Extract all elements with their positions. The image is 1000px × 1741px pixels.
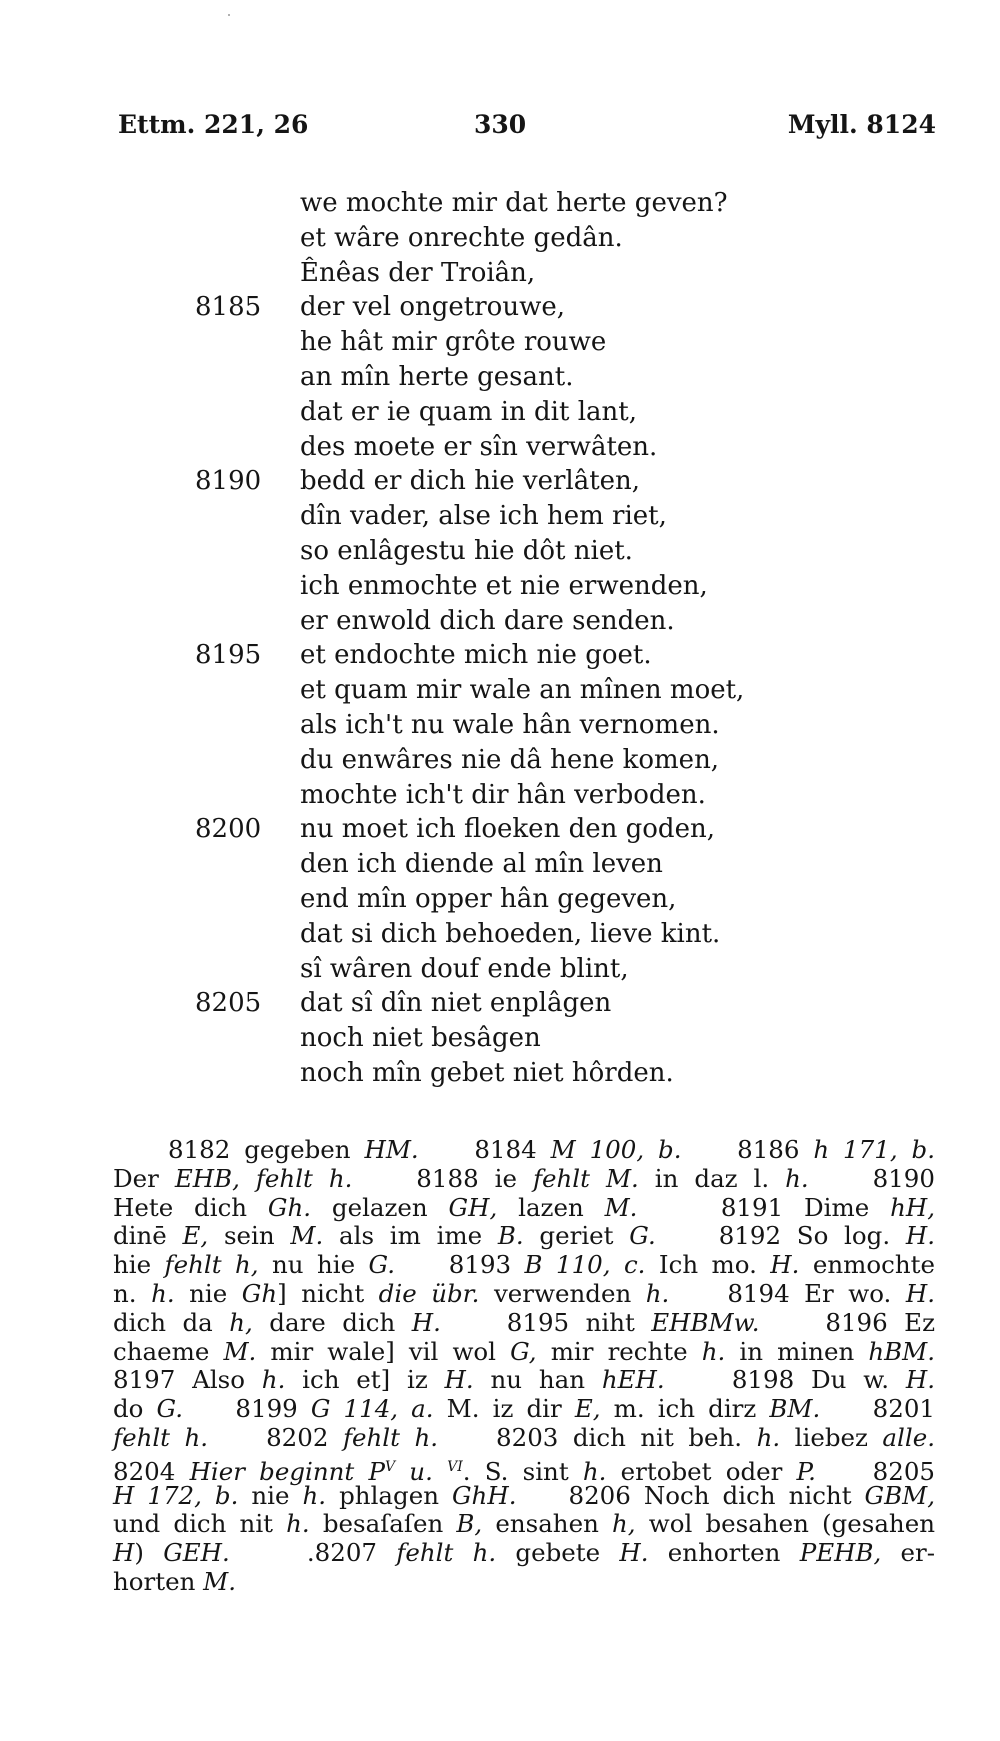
footnote-segment: n. [113,1278,152,1308]
footnote-italic-segment: hH, [890,1192,935,1222]
footnote-segment: do [113,1394,157,1424]
footnote-italic-segment: GBM, [864,1480,935,1510]
footnote-italic-segment: h. [286,1509,310,1539]
footnote-italic-segment: die übr. [378,1278,480,1308]
verse-text-line: des moete er sîn verwâten. [300,431,658,462]
footnote-italic-segment: fehlt h. [342,1422,439,1452]
footnote-italic-segment: h. [261,1365,286,1395]
footnote-italic-segment: H. [905,1365,936,1395]
footnote-segment: 8206 Noch dich nicht [516,1480,865,1510]
header-left-reference: Ettm. 221, 26 [118,110,309,139]
verse-line [180,534,880,569]
verse-text-line: end mîn opper hân gegeven, [300,883,677,914]
footnote-italic-segment: h. [302,1480,327,1510]
line-number: 8190 [195,466,262,497]
footnote-line [113,1424,935,1453]
footnote-segment: m. ich dirz [600,1394,770,1424]
verse-text-line: we mochte mir dat herte geven? [300,188,728,218]
footnote-italic-segment: E, [574,1394,601,1424]
footnote-line [113,1338,935,1367]
verse-line [180,499,880,534]
footnote-segment: und dich nit [113,1509,287,1539]
verse-text-line: so enlâgestu hie dôt niet. [300,535,633,566]
verse-text-line: noch mîn gebet niet hôrden. [300,1057,674,1088]
footnote-segment: dare dich [252,1307,412,1337]
footnote-italic-segment: H. [905,1278,935,1308]
verse-text-line: noch niet besâgen [300,1023,541,1054]
footnote-italic-segment: alle. [882,1422,935,1452]
footnote-segment: 8195 niht [440,1307,652,1337]
footnote-segment: mir wale] vil wol [256,1336,511,1366]
verse-text-line: dat si dich behoeden, lieve kint. [300,918,721,949]
footnote-italic-segment: fehlt M. [532,1163,639,1193]
verse-text-line: bedd er dich hie verlâten, [300,466,641,497]
footnote-segment: 8201 [820,1394,935,1424]
verse-text-line: sî wâren douf ende blint, [300,953,629,984]
footnote-italic-segment: hEH. [601,1365,665,1395]
verse-text-line: er enwold dich dare senden. [300,605,675,636]
verse-text-line: et wâre onrechte gedân. [300,222,623,253]
verse-line [180,221,880,256]
footnote-line [113,1366,935,1395]
footnote-line [113,1136,935,1165]
footnote-italic-segment: G 114, a. [310,1394,434,1424]
verse-line [180,638,880,673]
footnote-segment: 8182 gegeben [168,1135,365,1164]
footnote-italic-segment: G. [629,1221,656,1251]
footnote-italic-segment: hBM. [868,1336,936,1366]
footnote-italic-segment: E, [182,1221,209,1251]
footnote-segment: . S. sint [462,1456,583,1486]
footnote-segment: ) [134,1538,164,1568]
footnote-segment: in daz l. [638,1163,786,1193]
footnote-segment: 8186 [681,1135,814,1164]
verse-line [180,325,880,360]
footnote-segment: 8190 [808,1163,935,1193]
scan-speck [228,14,230,16]
line-number: 8200 [195,814,262,845]
footnote-segment: 8197 Also [113,1365,262,1395]
footnote-italic-segment: H [113,1538,135,1568]
footnote-segment: besaſaſen [309,1509,457,1539]
footnote-italic-segment: V [384,1458,396,1475]
footnote-italic-segment: Hier beginnt P [189,1456,385,1486]
footnote-italic-segment: M. [223,1336,257,1366]
footnote-segment: 8194 Er wo. [669,1278,906,1308]
verse-line [180,569,880,604]
verse-text-line: nu moet ich floeken den goden, [300,814,715,845]
verse-text-line: als ich't nu wale hân vernomen. [300,709,720,740]
line-number: 8185 [195,292,262,323]
footnote-line [113,1222,935,1251]
footnote-italic-segment: EHBMw. [651,1307,760,1337]
footnote-italic-segment: VI [447,1458,463,1475]
page-number: 330 [474,110,527,139]
footnote-italic-segment: G. [368,1250,396,1280]
footnote-segment: 8203 dich nit beh. [438,1422,757,1452]
footnote-segment: gebete [496,1538,620,1568]
footnote-italic-segment: h. [701,1336,726,1366]
footnote-italic-segment: h. [785,1163,809,1193]
verse-line [180,464,880,499]
footnote-segment: in minen [725,1336,869,1366]
verse-line [180,743,880,778]
footnote-italic-segment: h, [612,1509,636,1539]
footnote-italic-segment: H. [905,1221,936,1251]
footnote-italic-segment: M. [203,1566,237,1596]
verse-text-line: ich enmochte et nie erwenden, [300,570,708,601]
footnote-italic-segment: h. [582,1456,607,1486]
footnote-segment: dich da [113,1307,230,1337]
footnote-segment: ensahen [482,1509,613,1539]
footnote-segment: Hete dich [113,1192,268,1222]
footnote-segment: mir rechte [536,1336,702,1366]
footnote-segment: hie [113,1250,165,1280]
footnote-italic-segment: EHB, fehlt h. [174,1163,353,1193]
footnote-segment: 8196 Ez [759,1307,935,1337]
verse-text-line: dîn vader, alse ich hem riet, [300,501,667,532]
line-number: 8195 [195,640,262,671]
footnote-italic-segment: GH, [448,1192,498,1222]
footnote-line [113,1309,935,1338]
critical-apparatus [113,1136,935,1597]
footnote-italic-segment: P. [796,1456,816,1486]
footnote-line [113,1453,936,1486]
footnote-italic-segment: G, [510,1336,537,1366]
verse-line [180,395,880,430]
verse-line [180,290,880,325]
footnote-italic-segment: HM. [364,1135,419,1164]
footnote-italic-segment: fehlt h. [396,1538,497,1568]
footnote-segment: dinē [113,1221,183,1251]
line-number: 8205 [195,988,262,1019]
verse-line [180,256,880,291]
footnote-italic-segment: fehlt h. [113,1422,209,1452]
footnote-segment: 8199 [183,1394,311,1424]
running-header [118,110,936,144]
footnote-line [113,1165,935,1194]
footnote-segment: Der [113,1163,175,1193]
verse-text-line: dat sî dîn niet enplâgen [300,988,612,1019]
footnote-italic-segment: h. [756,1422,781,1452]
footnote-segment: ertobet oder [606,1456,797,1486]
verse-text-line: du enwâres nie dâ hene komen, [300,744,720,775]
footnote-segment: nu hie [258,1250,369,1280]
verse-text-line: dat er ie quam in dit lant, [300,396,637,427]
verse-line [180,917,880,952]
footnote-segment: .8207 [229,1538,397,1568]
verse-text-line: et quam mir wale an mînen moet, [300,675,745,706]
footnote-line [113,1539,935,1568]
verse-line [180,1056,880,1091]
footnote-segment: 8184 [418,1135,551,1164]
footnote-segment: chaeme [113,1336,224,1366]
footnote-italic-segment: h 171, b. [813,1135,935,1164]
footnote-segment: 8202 [208,1422,343,1452]
footnote-segment: 8205 [815,1456,936,1486]
footnote-italic-segment: H. [444,1365,474,1395]
footnote-italic-segment: H. [411,1307,441,1337]
footnote-segment: 8188 ie [352,1163,533,1193]
footnote-segment: M. iz dir [433,1394,575,1424]
footnote-segment: geriet [523,1221,630,1251]
verse-line [180,986,880,1021]
footnote-italic-segment: PEHB, [799,1538,882,1568]
footnote-segment: nu han [473,1365,602,1395]
footnote-line [113,1482,935,1511]
footnote-segment: nie [238,1480,303,1510]
footnote-italic-segment: M 100, b. [550,1135,682,1164]
footnote-segment: Ich mo. [645,1250,771,1280]
footnote-segment: ich et] iz [285,1365,445,1395]
footnote-segment: liebez [780,1422,883,1452]
footnote-italic-segment: GEH. [163,1538,230,1568]
footnote-italic-segment: B. [497,1221,524,1251]
footnote-segment: 8204 [113,1456,190,1486]
footnote-segment: sein [208,1221,291,1251]
footnote-segment: 8193 [395,1250,525,1280]
verse-line [180,882,880,917]
footnote-italic-segment: G. [156,1394,184,1424]
verse-text-line: et endochte mich nie goet. [300,640,652,671]
verse-line [180,952,880,987]
footnote-italic-segment: BM. [769,1394,821,1424]
footnote-italic-segment: h. [151,1278,175,1308]
header-right-reference: Myll. 8124 [787,110,936,139]
footnote-italic-segment: u. [395,1456,448,1486]
footnote-segment: phlagen [326,1480,452,1510]
verse-line [180,604,880,639]
footnote-segment: 8198 Du w. [664,1365,906,1395]
footnote-segment: enmochte [799,1250,935,1280]
footnote-segment: er- [881,1538,936,1568]
footnote-italic-segment: M. [290,1221,324,1251]
verse-line [180,673,880,708]
footnote-segment: horten [113,1566,204,1596]
verse-text-line: der vel ongetrouwe, [300,292,565,323]
footnote-line [113,1194,935,1223]
footnote-italic-segment: h, [229,1307,253,1337]
footnote-segment: gelazen [311,1192,449,1222]
footnote-italic-segment: Gh. [267,1192,312,1222]
footnote-italic-segment: H 172, b. [113,1480,239,1510]
verse-line [180,360,880,395]
footnote-italic-segment: B 110, c. [524,1250,646,1280]
footnote-segment: nie [174,1278,242,1308]
footnote-segment: ] nicht [277,1278,379,1308]
footnote-italic-segment: H. [770,1250,800,1280]
verse-line [180,708,880,743]
footnote-line [113,1510,935,1539]
footnote-italic-segment: h. [645,1278,670,1308]
footnote-italic-segment: M. [604,1192,638,1222]
verse-text-line: an mîn herte gesant. [300,361,574,392]
footnote-segment: 8191 Dime [637,1192,891,1222]
verse-text-line: he hât mir grôte rouwe [300,327,607,358]
footnote-segment: verwenden [479,1278,646,1308]
footnote-line [113,1251,935,1280]
verse-line [180,778,880,813]
verse-line [180,186,880,221]
verse-line [180,430,880,465]
footnote-segment: lazen [497,1192,605,1222]
footnote-italic-segment: fehlt h, [164,1250,259,1280]
footnote-italic-segment: B, [456,1509,483,1539]
footnote-segment: als im ime [323,1221,498,1251]
footnote-segment: wol besahen (gesahen [635,1509,935,1539]
footnote-italic-segment: H. [619,1538,649,1568]
footnote-line [113,1395,935,1424]
footnote-segment: enhorten [648,1538,800,1568]
footnote-segment: 8192 So log. [655,1221,906,1251]
footnote-line [113,1568,935,1597]
footnote-line [113,1280,935,1309]
footnote-italic-segment: Gh [241,1278,278,1308]
verse-text [180,186,880,1091]
verse-line [180,847,880,882]
verse-text-line: Ênêas der Troiân, [300,257,536,288]
verse-line [180,1021,880,1056]
footnote-italic-segment: GhH. [451,1480,517,1510]
verse-line [180,812,880,847]
verse-text-line: den ich diende al mîn leven [300,849,663,880]
verse-text-line: mochte ich't dir hân verboden. [300,779,706,810]
